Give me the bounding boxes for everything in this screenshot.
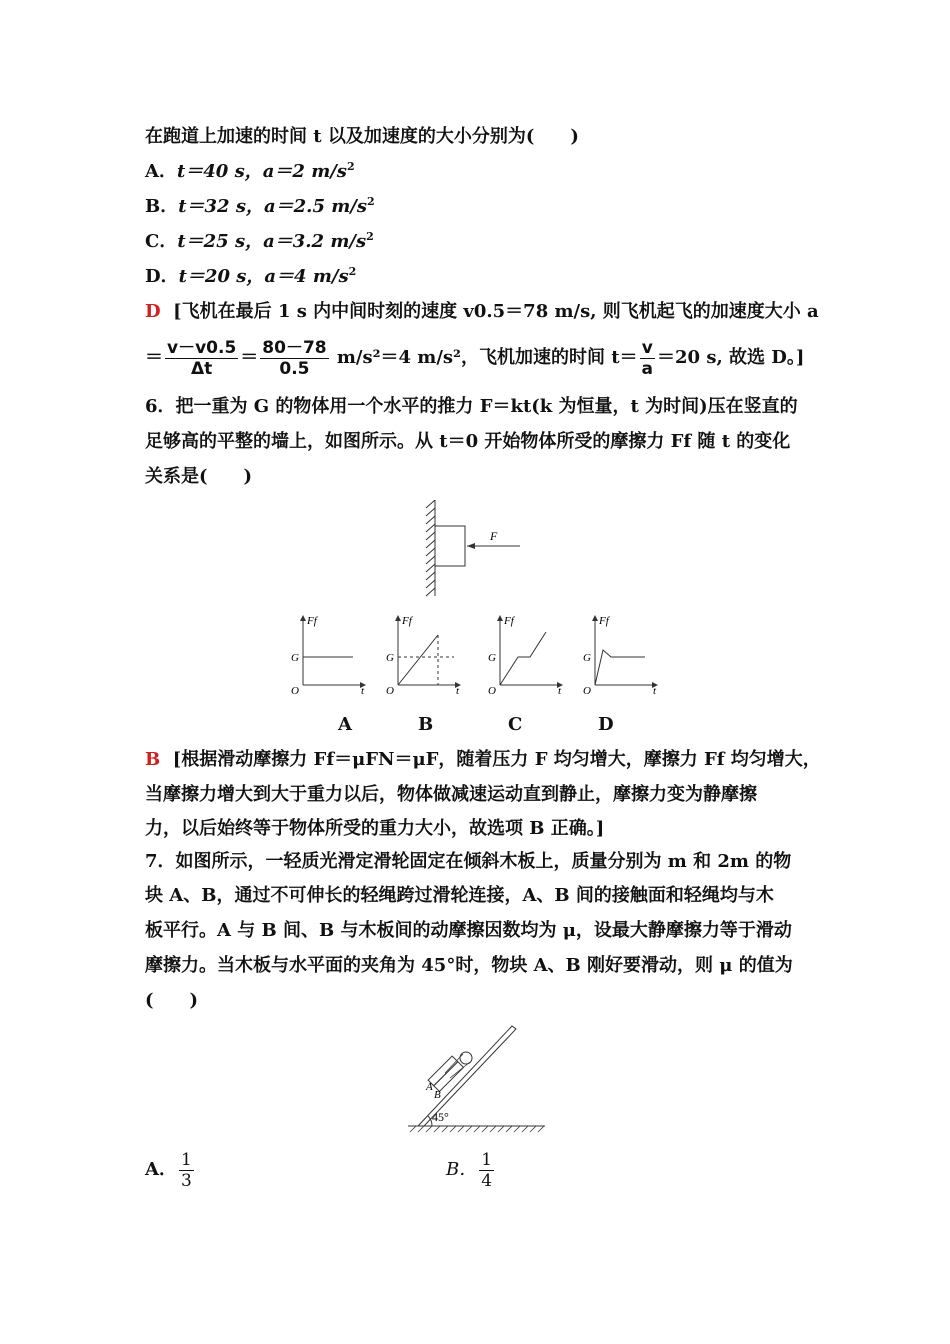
graph-b-x-label: t <box>456 685 460 697</box>
q5-option-c: C．t＝25 s，a＝3.2 $m/s^2$ <box>145 230 374 252</box>
block-a-label: A <box>426 1081 433 1093</box>
q7-line5: ( ) <box>145 990 199 1011</box>
graph-label-a: A <box>338 714 352 735</box>
q6-explanation-line3: 力，以后始终等于物体所受的重力大小，故选项 B 正确。] <box>145 818 605 839</box>
graph-d-x-label: t <box>653 685 657 697</box>
graph-c-g-label: G <box>488 652 496 664</box>
q5-fraction-3: $\frac{v}{a}$ <box>641 337 654 379</box>
q5-stem: 在跑道上加速的时间 t 以及加速度的大小分别为( ) <box>145 126 579 147</box>
angle-label: 45° <box>432 1110 449 1124</box>
q6-answer: B <box>145 749 161 770</box>
pulley <box>460 1052 472 1064</box>
q6-wall-figure <box>420 500 530 600</box>
graph-label-c: C <box>508 714 523 735</box>
graph-c-y-label: Ff <box>504 615 514 627</box>
q5-fraction-1: $\frac{v-v0.5}{\Delta t}$ <box>167 337 237 379</box>
graph-d <box>583 615 657 697</box>
q5-fraction-2: $\frac{80-78}{0.5}$ <box>262 337 327 379</box>
q7-option-b: B． $\frac{1}{4}$ <box>446 1149 493 1191</box>
wall-hatching <box>426 500 435 596</box>
graph-d-origin: O <box>583 685 591 697</box>
blocks <box>428 1056 463 1091</box>
q7-line3: 板平行。A 与 B 间、B 与木板间的动摩擦因数均为 μ，设最大静摩擦力等于滑动 <box>145 920 792 941</box>
block <box>435 526 465 566</box>
graph-b-y-label: Ff <box>402 615 412 627</box>
graph-label-d: D <box>598 714 614 735</box>
q6-line2: 足够高的平整的墙上，如图所示。从 t＝0 开始物体所受的摩擦力 Ff 随 t 的变化 <box>145 431 791 452</box>
block-b-label: B <box>434 1089 441 1101</box>
q7-line2: 块 A、B，通过不可伸长的轻绳跨过滑轮连接，A、B 间的接触面和轻绳均与木 <box>145 885 774 906</box>
graph-d-y-label: Ff <box>599 615 609 627</box>
q5-answer: D <box>145 301 161 322</box>
q7-incline-figure <box>400 1020 550 1135</box>
q7-line1: 7．如图所示，一轻质光滑定滑轮固定在倾斜木板上，质量分别为 m 和 2m 的物 <box>145 851 792 872</box>
q6-graphs <box>283 610 668 705</box>
graph-b-g-label: G <box>386 652 394 664</box>
q5-option-b: B．t＝32 s，a＝2.5 $m/s^2$ <box>145 195 375 217</box>
q6-line3: 关系是( ) <box>145 466 253 487</box>
q5-explanation-line2: ＝ $\frac{v-v0.5}{\Delta t}$ ＝ $\frac{80-78}{0.5}$ m/s²＝4 m/s²，飞机加速的时间 t＝ $\frac{v}{a}$ ＝20 s, 故选 D。] <box>145 337 805 379</box>
q5-explanation-line1: D [飞机在最后 1 s 内中间时刻的速度 v0.5＝78 m/s, 则飞机起飞的加速度大小 a <box>145 301 819 322</box>
q6-explanation-line2: 当摩擦力增大到大于重力以后，物体做减速运动直到静止，摩擦力变为静摩擦 <box>145 784 757 805</box>
graph-b-origin: O <box>386 685 394 697</box>
graph-c-x-label: t <box>558 685 562 697</box>
graph-b <box>386 615 460 697</box>
q5-option-a: A．t＝40 s，a＝2 $m/s^2$ <box>145 160 355 182</box>
graph-a-origin: O <box>291 685 299 697</box>
graph-d-g-label: G <box>583 652 591 664</box>
graph-a <box>291 615 365 697</box>
q6-explanation-line1: B [根据滑动摩擦力 Ff＝μFN＝μF，随着压力 F 均匀增大，摩擦力 Ff 均匀增大， <box>145 749 821 770</box>
graph-a-x-label: t <box>361 685 365 697</box>
graph-a-y-label: Ff <box>307 615 317 627</box>
q5-option-d: D．t＝20 s，a＝4 $m/s^2$ <box>145 265 357 287</box>
q7-option-a: A． $\frac{1}{3}$ <box>145 1149 192 1191</box>
graph-c-origin: O <box>488 685 496 697</box>
q7-line4: 摩擦力。当木板与水平面的夹角为 45°时，物块 A、B 刚好要滑动，则 μ 的值为 <box>145 955 793 976</box>
graph-label-b: B <box>418 714 434 735</box>
q6-line1: 6．把一重为 G 的物体用一个水平的推力 F＝kt(k 为恒量，t 为时间)压在竖直的 <box>145 396 798 417</box>
graph-c <box>488 615 562 697</box>
force-label: F <box>490 529 498 543</box>
graph-a-g-label: G <box>291 652 299 664</box>
